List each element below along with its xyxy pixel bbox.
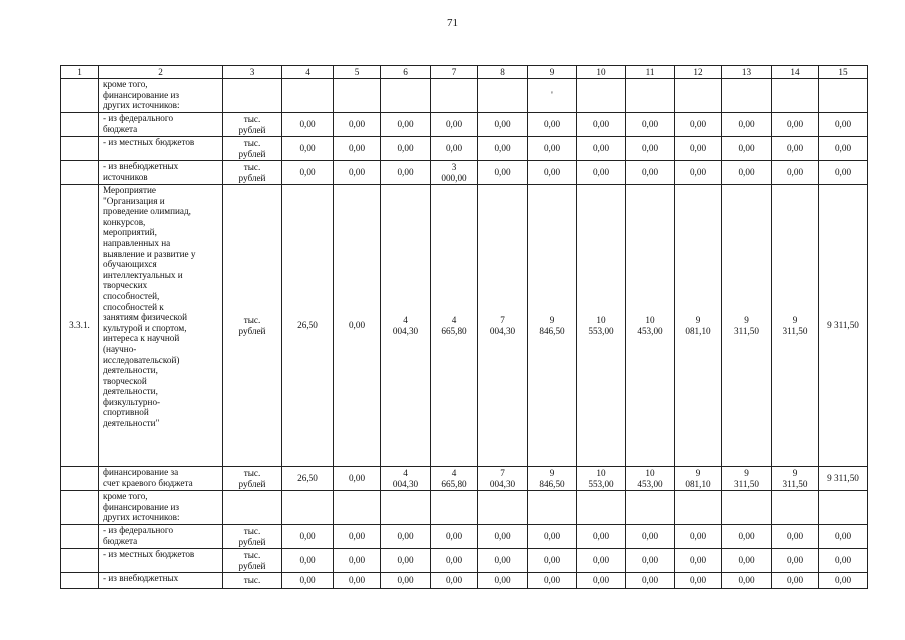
table-row (61, 573, 868, 589)
column-header: 13 (722, 66, 772, 79)
unit-cell: тыс. рублей (223, 113, 282, 137)
value-cell (478, 491, 528, 525)
value-cell: 10 453,00 (626, 185, 675, 467)
value-cell: 26,50 (282, 467, 334, 491)
column-header: 12 (675, 66, 722, 79)
value-cell: 0,00 (819, 137, 868, 161)
row-label: - из внебюджетных источников (99, 161, 223, 185)
value-cell: 0,00 (722, 549, 772, 573)
row-label: кроме того, финансирование из других источников: (99, 491, 223, 525)
row-label: - из федерального бюджета (99, 113, 223, 137)
column-header: 14 (772, 66, 819, 79)
unit-cell: тыс. рублей (223, 549, 282, 573)
unit-cell: тыс. рублей (223, 467, 282, 491)
value-cell: 0,00 (675, 549, 722, 573)
value-cell: 9 846,50 (528, 185, 577, 467)
value-cell (675, 79, 722, 113)
value-cell (478, 79, 528, 113)
value-cell (772, 491, 819, 525)
value-cell (626, 79, 675, 113)
row-index (61, 161, 99, 185)
value-cell: 9 311,50 (722, 185, 772, 467)
value-cell: 0,00 (626, 573, 675, 589)
value-cell: 0,00 (334, 185, 381, 467)
value-cell: 0,00 (381, 549, 431, 573)
value-cell (528, 491, 577, 525)
value-cell: 0,00 (334, 549, 381, 573)
value-cell: 0,00 (722, 525, 772, 549)
value-cell: 0,00 (334, 467, 381, 491)
value-cell: 4 665,80 (431, 185, 478, 467)
value-cell: 0,00 (528, 573, 577, 589)
value-cell: 26,50 (282, 185, 334, 467)
column-header: 10 (577, 66, 626, 79)
column-header: 5 (334, 66, 381, 79)
column-header: 15 (819, 66, 868, 79)
row-label: финансирование за счет краевого бюджета (99, 467, 223, 491)
value-cell: 9 311,50 (772, 185, 819, 467)
value-cell: 0,00 (819, 113, 868, 137)
value-cell: 0,00 (722, 137, 772, 161)
column-header: 6 (381, 66, 431, 79)
value-cell: 0,00 (819, 573, 868, 589)
column-header: 3 (223, 66, 282, 79)
table-row (61, 137, 868, 161)
value-cell (381, 491, 431, 525)
value-cell (282, 491, 334, 525)
value-cell (282, 79, 334, 113)
row-label: - из внебюджетных (99, 573, 223, 589)
value-cell: 0,00 (282, 113, 334, 137)
value-cell: 10 553,00 (577, 185, 626, 467)
row-index (61, 525, 99, 549)
row-label: - из местных бюджетов (99, 549, 223, 573)
table-row (61, 185, 868, 467)
value-cell: 0,00 (381, 161, 431, 185)
value-cell (772, 79, 819, 113)
value-cell: 0,00 (334, 525, 381, 549)
value-cell (431, 491, 478, 525)
value-cell: 0,00 (675, 161, 722, 185)
value-cell: 4 004,30 (381, 185, 431, 467)
unit-cell (223, 491, 282, 525)
stray-mark: ' (551, 90, 553, 101)
value-cell: 9 081,10 (675, 467, 722, 491)
value-cell: 0,00 (334, 137, 381, 161)
value-cell: 3 000,00 (431, 161, 478, 185)
table-row (61, 79, 868, 113)
value-cell (431, 79, 478, 113)
value-cell: 0,00 (431, 525, 478, 549)
row-index (61, 573, 99, 589)
unit-cell: тыс. рублей (223, 525, 282, 549)
value-cell: 0,00 (478, 573, 528, 589)
value-cell: 0,00 (675, 573, 722, 589)
value-cell: 0,00 (381, 137, 431, 161)
table-row (61, 467, 868, 491)
value-cell: 0,00 (675, 113, 722, 137)
value-cell (819, 79, 868, 113)
value-cell: 0,00 (381, 573, 431, 589)
table-row (61, 525, 868, 549)
column-header: 1 (61, 66, 99, 79)
value-cell: 0,00 (772, 113, 819, 137)
value-cell: 0,00 (334, 573, 381, 589)
row-index (61, 79, 99, 113)
value-cell (381, 79, 431, 113)
value-cell: 0,00 (478, 161, 528, 185)
value-cell: 0,00 (282, 137, 334, 161)
header-row (61, 66, 868, 79)
row-index (61, 137, 99, 161)
value-cell: 0,00 (772, 549, 819, 573)
unit-cell: тыс. рублей (223, 185, 282, 467)
value-cell: 0,00 (528, 137, 577, 161)
value-cell: 0,00 (722, 161, 772, 185)
value-cell: 0,00 (478, 113, 528, 137)
value-cell: 0,00 (478, 137, 528, 161)
unit-cell (223, 79, 282, 113)
value-cell: 7 004,30 (478, 185, 528, 467)
unit-cell: тыс. рублей (223, 137, 282, 161)
value-cell: 0,00 (577, 525, 626, 549)
value-cell (528, 79, 577, 113)
value-cell: 9 311,50 (819, 185, 868, 467)
value-cell: 0,00 (626, 113, 675, 137)
value-cell: 0,00 (381, 525, 431, 549)
unit-cell: тыс. рублей (223, 161, 282, 185)
value-cell: 0,00 (282, 161, 334, 185)
row-index (61, 549, 99, 573)
value-cell: 0,00 (431, 113, 478, 137)
value-cell: 0,00 (577, 573, 626, 589)
value-cell (722, 491, 772, 525)
row-index (61, 491, 99, 525)
value-cell: 9 846,50 (528, 467, 577, 491)
column-header: 8 (478, 66, 528, 79)
value-cell: 0,00 (626, 549, 675, 573)
value-cell: 0,00 (381, 113, 431, 137)
row-label: Мероприятие "Организация и проведение олимпиад, конкурсов, мероприятий, направленных на выявление и развитие у обучающихся интеллектуальных и творческих способностей, способностей к занятиям физической культурой и спортом, интереса к научной (научно- исследовательской) деятельности, творческой деятельности, физкультурно- спортивной деятельности" (99, 185, 223, 467)
value-cell: 0,00 (577, 113, 626, 137)
value-cell: 0,00 (478, 525, 528, 549)
value-cell: 0,00 (577, 549, 626, 573)
row-index (61, 113, 99, 137)
value-cell: 0,00 (772, 573, 819, 589)
table-row (61, 113, 868, 137)
row-label: - из местных бюджетов (99, 137, 223, 161)
column-header: 2 (99, 66, 223, 79)
value-cell: 4 004,30 (381, 467, 431, 491)
budget-table (60, 65, 868, 589)
value-cell: 0,00 (528, 525, 577, 549)
value-cell (626, 491, 675, 525)
column-header: 7 (431, 66, 478, 79)
value-cell: 0,00 (334, 161, 381, 185)
value-cell (675, 491, 722, 525)
column-header: 4 (282, 66, 334, 79)
unit-cell: тыс. (223, 573, 282, 589)
value-cell: 0,00 (431, 573, 478, 589)
value-cell: 0,00 (626, 161, 675, 185)
value-cell: 0,00 (626, 137, 675, 161)
table-row (61, 549, 868, 573)
row-label: кроме того, финансирование из других источников: (99, 79, 223, 113)
value-cell: 0,00 (772, 137, 819, 161)
value-cell: 0,00 (282, 549, 334, 573)
value-cell (577, 79, 626, 113)
value-cell: 0,00 (772, 525, 819, 549)
row-label: - из федерального бюджета (99, 525, 223, 549)
row-index: 3.3.1. (61, 185, 99, 467)
table-row (61, 161, 868, 185)
value-cell: 10 553,00 (577, 467, 626, 491)
column-header: 11 (626, 66, 675, 79)
value-cell: 0,00 (819, 549, 868, 573)
page-number: 71 (447, 17, 458, 29)
table-row (61, 491, 868, 525)
value-cell: 0,00 (282, 525, 334, 549)
value-cell (334, 491, 381, 525)
value-cell: 0,00 (431, 549, 478, 573)
value-cell: 0,00 (282, 573, 334, 589)
value-cell: 0,00 (675, 525, 722, 549)
value-cell: 0,00 (528, 113, 577, 137)
value-cell: 0,00 (577, 161, 626, 185)
value-cell: 0,00 (478, 549, 528, 573)
value-cell: 0,00 (528, 549, 577, 573)
value-cell: 0,00 (577, 137, 626, 161)
value-cell: 0,00 (819, 161, 868, 185)
value-cell: 0,00 (675, 137, 722, 161)
value-cell: 0,00 (334, 113, 381, 137)
value-cell: 9 311,50 (819, 467, 868, 491)
value-cell (577, 491, 626, 525)
column-header: 9 (528, 66, 577, 79)
value-cell (819, 491, 868, 525)
value-cell: 10 453,00 (626, 467, 675, 491)
value-cell (722, 79, 772, 113)
value-cell: 0,00 (819, 525, 868, 549)
row-index (61, 467, 99, 491)
value-cell: 4 665,80 (431, 467, 478, 491)
value-cell: 0,00 (626, 525, 675, 549)
value-cell: 9 311,50 (772, 467, 819, 491)
value-cell (334, 79, 381, 113)
value-cell: 9 081,10 (675, 185, 722, 467)
value-cell: 0,00 (772, 161, 819, 185)
value-cell: 9 311,50 (722, 467, 772, 491)
value-cell: 0,00 (431, 137, 478, 161)
value-cell: 0,00 (722, 573, 772, 589)
value-cell: 0,00 (722, 113, 772, 137)
value-cell: 7 004,30 (478, 467, 528, 491)
value-cell: 0,00 (528, 161, 577, 185)
